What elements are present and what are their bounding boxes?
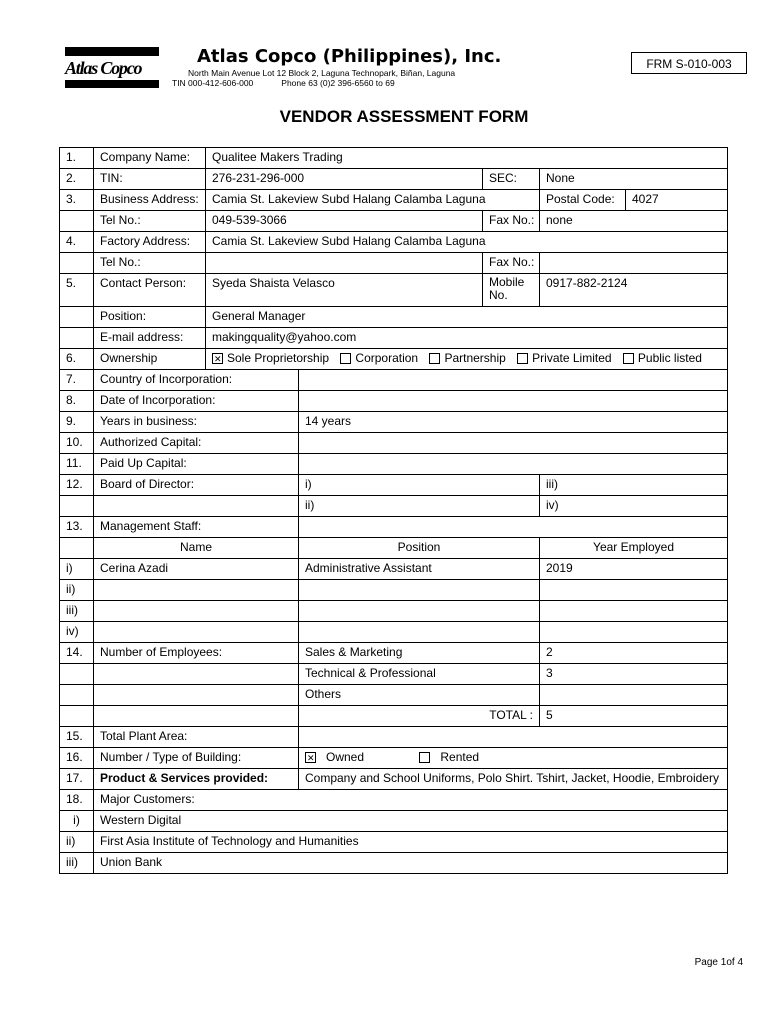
logo-bar-top <box>65 47 159 56</box>
building-option-rented[interactable] <box>419 750 479 764</box>
ownership-option-public-listed[interactable] <box>623 351 702 365</box>
row-factory-address <box>60 232 728 253</box>
column-header-name: Name <box>94 538 299 559</box>
row-index: iii) <box>60 853 94 874</box>
field-label: Management Staff: <box>94 517 299 538</box>
option-label: Owned <box>326 750 365 764</box>
row-ownership <box>60 349 728 370</box>
row-number: 3. <box>60 190 94 211</box>
row-index: i) <box>60 559 94 580</box>
director-ii-field[interactable]: ii) <box>299 496 540 517</box>
field-label <box>94 664 299 685</box>
row-board-of-director <box>60 475 728 496</box>
contact-person-field[interactable]: Syeda Shaista Velasco <box>206 274 483 307</box>
authorized-capital-field[interactable] <box>299 433 728 454</box>
row-index: i) <box>60 811 94 832</box>
country-of-incorporation-field[interactable] <box>299 370 728 391</box>
field-label: E-mail address: <box>94 328 206 349</box>
field-label: Fax No.: <box>483 253 540 274</box>
row-employees-others <box>60 685 728 706</box>
row-number: 6. <box>60 349 94 370</box>
field-label: Mobile No. <box>483 274 540 307</box>
employee-count-field[interactable]: 3 <box>540 664 728 685</box>
option-label: Corporation <box>355 351 419 365</box>
field-label: Tel No.: <box>94 211 206 232</box>
atlas-copco-logo <box>65 47 159 89</box>
row-number <box>60 307 94 328</box>
field-label: Factory Address: <box>94 232 206 253</box>
row-number <box>60 496 94 517</box>
field-label: Board of Director: <box>94 475 299 496</box>
row-board-of-director-2 <box>60 496 728 517</box>
field-label: Position: <box>94 307 206 328</box>
option-label: Rented <box>440 750 480 764</box>
postal-code-field[interactable]: 4027 <box>626 190 728 211</box>
field-label: Contact Person: <box>94 274 206 307</box>
paid-up-capital-field[interactable] <box>299 454 728 475</box>
form-title: VENDOR ASSESSMENT FORM <box>279 107 529 126</box>
row-index: ii) <box>60 832 94 853</box>
factory-address-field[interactable]: Camia St. Lakeview Subd Halang Calamba Laguna <box>206 232 728 253</box>
field-label: Product & Services provided: <box>94 769 299 790</box>
field-label: Company Name: <box>94 148 206 169</box>
business-fax-field[interactable]: none <box>540 211 728 232</box>
years-in-business-field[interactable]: 14 years <box>299 412 728 433</box>
row-date-of-incorporation <box>60 391 728 412</box>
row-number: 5. <box>60 274 94 307</box>
field-label: TIN: <box>94 169 206 190</box>
business-address-field[interactable]: Camia St. Lakeview Subd Halang Calamba Laguna <box>206 190 540 211</box>
total-employees-field[interactable]: 5 <box>540 706 728 727</box>
row-tin <box>60 169 728 190</box>
mobile-field[interactable]: 0917-882-2124 <box>540 274 728 307</box>
row-number: 14. <box>60 643 94 664</box>
sec-field[interactable]: None <box>540 169 728 190</box>
row-type-of-building <box>60 748 728 769</box>
table-row <box>60 811 728 832</box>
total-label: TOTAL : <box>299 706 540 727</box>
ownership-option-private-limited[interactable] <box>517 351 611 365</box>
staff-position-field[interactable] <box>299 580 540 601</box>
row-index: iv) <box>60 622 94 643</box>
position-field[interactable]: General Manager <box>206 307 728 328</box>
management-staff-field[interactable] <box>299 517 728 538</box>
staff-name-field[interactable] <box>94 580 299 601</box>
staff-position-field[interactable] <box>299 601 540 622</box>
row-authorized-capital <box>60 433 728 454</box>
staff-position-field[interactable]: Administrative Assistant <box>299 559 540 580</box>
field-label: Number of Employees: <box>94 643 299 664</box>
employee-category: Sales & Marketing <box>299 643 540 664</box>
row-number <box>60 706 94 727</box>
staff-year-field[interactable]: 2019 <box>540 559 728 580</box>
products-services-field[interactable]: Company and School Uniforms, Polo Shirt. Tshirt, Jacket, Hoodie, Embroidery <box>299 769 728 790</box>
row-number <box>60 664 94 685</box>
row-company-name <box>60 148 728 169</box>
company-contact-line <box>172 78 395 88</box>
company-tin: TIN 000-412-606-000 <box>172 78 254 88</box>
customer-field[interactable]: Western Digital <box>94 811 728 832</box>
row-number: 18. <box>60 790 94 811</box>
row-number: 13. <box>60 517 94 538</box>
row-products-services <box>60 769 728 790</box>
option-label: Sole Proprietorship <box>227 351 330 365</box>
row-index: iii) <box>60 601 94 622</box>
row-management-staff <box>60 517 728 538</box>
logo-bar-bottom <box>65 80 159 88</box>
field-label: Tel No.: <box>94 253 206 274</box>
field-label <box>94 706 299 727</box>
vendor-assessment-table <box>59 147 728 874</box>
row-employees-technical <box>60 664 728 685</box>
table-row <box>60 601 728 622</box>
column-header-year-employed: Year Employed <box>540 538 728 559</box>
employee-category: Others <box>299 685 540 706</box>
row-index: ii) <box>60 580 94 601</box>
table-row <box>60 832 728 853</box>
row-total-plant-area <box>60 727 728 748</box>
field-label: Total Plant Area: <box>94 727 299 748</box>
company-phone: Phone 63 (0)2 396-6560 to 69 <box>281 78 395 88</box>
director-iv-field[interactable]: iv) <box>540 496 728 517</box>
row-number: 4. <box>60 232 94 253</box>
management-staff-header <box>60 538 728 559</box>
row-number <box>60 328 94 349</box>
director-iii-field[interactable]: iii) <box>540 475 728 496</box>
row-business-tel <box>60 211 728 232</box>
customer-field[interactable]: First Asia Institute of Technology and Humanities <box>94 832 728 853</box>
total-plant-area-field[interactable] <box>299 727 728 748</box>
business-tel-field[interactable]: 049-539-3066 <box>206 211 483 232</box>
row-number: 1. <box>60 148 94 169</box>
row-number: 2. <box>60 169 94 190</box>
staff-name-field[interactable] <box>94 601 299 622</box>
table-row <box>60 580 728 601</box>
date-of-incorporation-field[interactable] <box>299 391 728 412</box>
checkbox-icon[interactable] <box>212 353 223 364</box>
field-label: Number / Type of Building: <box>94 748 299 769</box>
form-code-box: FRM S-010-003 <box>631 52 747 74</box>
ownership-option-partnership[interactable] <box>429 351 505 365</box>
row-number: 12. <box>60 475 94 496</box>
checkbox-icon[interactable] <box>517 353 528 364</box>
row-number: 11. <box>60 454 94 475</box>
row-country-of-incorporation <box>60 370 728 391</box>
table-row <box>60 559 728 580</box>
ownership-option-sole-proprietorship[interactable] <box>212 351 329 365</box>
option-label: Private Limited <box>532 351 612 365</box>
option-label: Public listed <box>637 351 702 365</box>
checkbox-icon[interactable] <box>305 752 316 763</box>
staff-year-field[interactable] <box>540 601 728 622</box>
row-number: 17. <box>60 769 94 790</box>
staff-position-field[interactable] <box>299 622 540 643</box>
row-email <box>60 328 728 349</box>
row-position <box>60 307 728 328</box>
table-row <box>60 853 728 874</box>
row-factory-tel <box>60 253 728 274</box>
ownership-option-corporation[interactable] <box>340 351 418 365</box>
row-business-address <box>60 190 728 211</box>
email-field[interactable]: makingquality@yahoo.com <box>206 328 728 349</box>
field-label: Fax No.: <box>483 211 540 232</box>
field-label <box>94 685 299 706</box>
tin-field[interactable]: 276-231-296-000 <box>206 169 483 190</box>
checkbox-icon[interactable] <box>429 353 440 364</box>
field-label: Business Address: <box>94 190 206 211</box>
field-label: Major Customers: <box>94 790 728 811</box>
row-employees-total <box>60 706 728 727</box>
row-number <box>60 685 94 706</box>
field-label: Postal Code: <box>540 190 626 211</box>
table-row <box>60 622 728 643</box>
row-number: 8. <box>60 391 94 412</box>
row-number: 9. <box>60 412 94 433</box>
row-number: 16. <box>60 748 94 769</box>
logo-wordmark: Atlas Copco <box>65 58 142 78</box>
column-header-position: Position <box>299 538 540 559</box>
factory-fax-field[interactable] <box>540 253 728 274</box>
row-number <box>60 211 94 232</box>
checkbox-icon[interactable] <box>340 353 351 364</box>
employee-count-field[interactable] <box>540 685 728 706</box>
building-type-options <box>299 748 728 769</box>
company-address: North Main Avenue Lot 12 Block 2, Laguna Technopark, Biñan, Laguna <box>188 68 456 78</box>
factory-tel-field[interactable] <box>206 253 483 274</box>
field-label: Authorized Capital: <box>94 433 299 454</box>
row-number: 10. <box>60 433 94 454</box>
row-number <box>60 253 94 274</box>
staff-name-field[interactable]: Cerina Azadi <box>94 559 299 580</box>
field-label: Date of Incorporation: <box>94 391 299 412</box>
field-label: Ownership <box>94 349 206 370</box>
field-label <box>94 496 299 517</box>
row-paid-up-capital <box>60 454 728 475</box>
staff-year-field[interactable] <box>540 622 728 643</box>
employee-count-field[interactable]: 2 <box>540 643 728 664</box>
row-number-of-employees <box>60 643 728 664</box>
field-label: Years in business: <box>94 412 299 433</box>
row-number: 15. <box>60 727 94 748</box>
building-option-owned[interactable] <box>305 750 364 764</box>
field-label: SEC: <box>483 169 540 190</box>
option-label: Partnership <box>444 351 506 365</box>
field-label: Country of Incorporation: <box>94 370 299 391</box>
row-number: 7. <box>60 370 94 391</box>
row-major-customers <box>60 790 728 811</box>
row-number <box>60 538 94 559</box>
row-years-in-business <box>60 412 728 433</box>
staff-year-field[interactable] <box>540 580 728 601</box>
field-label: Paid Up Capital: <box>94 454 299 475</box>
page-number: Page 1of 4 <box>694 957 743 968</box>
ownership-options <box>206 349 728 370</box>
employee-category: Technical & Professional <box>299 664 540 685</box>
director-i-field[interactable]: i) <box>299 475 540 496</box>
checkbox-icon[interactable] <box>623 353 634 364</box>
staff-name-field[interactable] <box>94 622 299 643</box>
checkbox-icon[interactable] <box>419 752 430 763</box>
customer-field[interactable]: Union Bank <box>94 853 728 874</box>
row-contact-person <box>60 274 728 307</box>
company-name: Atlas Copco (Philippines), Inc. <box>197 46 502 67</box>
company-name-field[interactable]: Qualitee Makers Trading <box>206 148 728 169</box>
